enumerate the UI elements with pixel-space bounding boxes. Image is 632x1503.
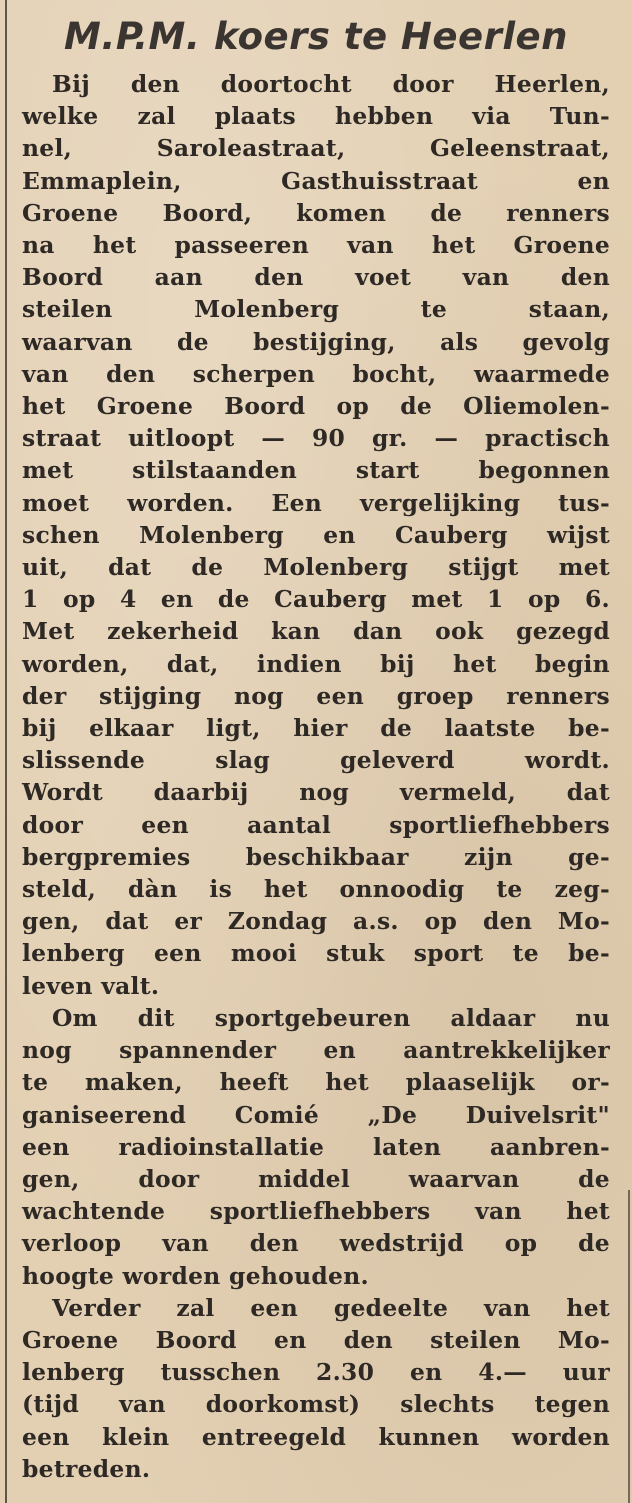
paragraph-2 [22, 1002, 610, 1292]
text-line: bergpremies beschikbaar zijn ge- [22, 842, 610, 871]
text-line: der stijging nog een groep renners [22, 681, 610, 710]
text-line: Verder zal een gedeelte van het [52, 1293, 610, 1322]
text-line: schen Molenberg en Cauberg wijst [22, 520, 610, 549]
text-line: Groene Boord, komen de renners [22, 198, 610, 227]
text-line: Boord aan den voet van den [22, 263, 610, 292]
text-line: Groene Boord en den steilen Mo- [22, 1325, 610, 1354]
text-line: nel, Saroleastraat, Geleenstraat, [22, 134, 610, 163]
text-line: het Groene Boord op de Oliemolen- [22, 392, 610, 421]
text-line: 1 op 4 en de Cauberg met 1 op 6. [22, 585, 610, 614]
text-line: te maken, heeft het plaaselijk or- [22, 1068, 610, 1097]
text-line: verloop van den wedstrijd op de [22, 1229, 610, 1258]
text-line: met stilstaanden start begonnen [22, 456, 610, 485]
news-article [22, 6, 610, 1485]
text-line: steilen Molenberg te staan, [22, 295, 610, 324]
text-line: hoogte worden gehouden. [22, 1261, 369, 1290]
text-line: moet worden. Een vergelijking tus- [22, 488, 610, 517]
column-rule-right [628, 1190, 630, 1503]
text-line: Om dit sportgebeuren aldaar nu [52, 1003, 610, 1032]
text-line: van den scherpen bocht, waarmede [22, 359, 610, 388]
text-line: uit, dat de Molenberg stijgt met [22, 553, 610, 582]
column-rule-left [5, 0, 7, 1503]
text-line: ganiseerend Comié „De Duivelsrit" [22, 1100, 610, 1129]
text-line: wachtende sportliefhebbers van het [22, 1197, 610, 1226]
text-line: bij elkaar ligt, hier de laatste be- [22, 714, 610, 743]
text-line: na het passeeren van het Groene [22, 231, 610, 260]
text-line: lenberg tusschen 2.30 en 4.— uur [22, 1358, 610, 1387]
text-line: door een aantal sportliefhebbers [22, 810, 610, 839]
text-line: worden, dat, indien bij het begin [22, 649, 610, 678]
paragraph-1 [22, 68, 610, 1002]
text-line: gen, door middel waarvan de [22, 1164, 610, 1193]
text-line: straat uitloopt — 90 gr. — practisch [22, 424, 610, 453]
article-headline: M.P.M. koers te Heerlen [64, 15, 568, 58]
text-line: Met zekerheid kan dan ook gezegd [22, 617, 610, 646]
text-line: steld, dàn is het onnoodig te zeg- [22, 875, 610, 904]
paragraph-3 [22, 1292, 610, 1485]
article-body [22, 68, 610, 1485]
text-line: Emmaplein, Gasthuisstraat en [22, 166, 610, 195]
text-line: gen, dat er Zondag a.s. op den Mo- [22, 907, 610, 936]
text-line: leven valt. [22, 971, 160, 1000]
text-line: betreden. [22, 1454, 151, 1483]
text-line: nog spannender en aantrekkelijker [22, 1036, 610, 1065]
text-line: Wordt daarbij nog vermeld, dat [22, 778, 610, 807]
text-line: een radioinstallatie laten aanbren- [22, 1132, 610, 1161]
text-line: lenberg een mooi stuk sport te be- [22, 939, 610, 968]
text-line: een klein entreegeld kunnen worden [22, 1422, 610, 1451]
text-line: Bij den doortocht door Heerlen, [52, 70, 610, 98]
text-line: slissende slag geleverd wordt. [22, 746, 610, 775]
text-line: welke zal plaats hebben via Tun- [22, 102, 610, 131]
text-line: waarvan de bestijging, als gevolg [22, 327, 610, 356]
text-line: (tijd van doorkomst) slechts tegen [22, 1390, 610, 1419]
